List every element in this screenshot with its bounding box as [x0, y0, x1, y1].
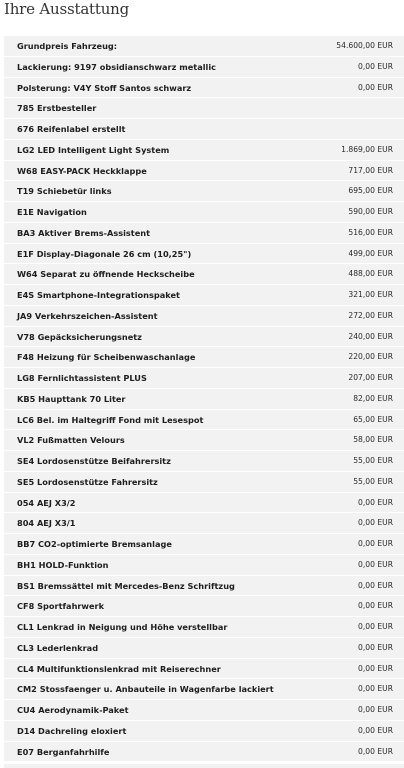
equipment-name: CL4 Multifunktionslenkrad mit Reiserechner: [17, 663, 221, 674]
equipment-row: [4, 264, 404, 285]
equipment-row: [4, 98, 404, 119]
equipment-name: 676 Reifenlabel erstellt: [17, 124, 126, 134]
equipment-price: 0,00 EUR: [358, 559, 393, 569]
equipment-price: 488,00 EUR: [348, 269, 393, 279]
equipment-row: [4, 389, 404, 410]
equipment-name: Grundpreis Fahrzeug:: [17, 41, 118, 51]
equipment-name: KB5 Haupttank 70 Liter: [17, 393, 126, 404]
equipment-row: [4, 244, 404, 265]
equipment-row: [4, 119, 404, 140]
equipment-name: V78 Gepäcksicherungsnetz: [17, 331, 142, 342]
equipment-row: [4, 181, 404, 202]
equipment-row: [4, 721, 404, 742]
equipment-row: [4, 555, 404, 576]
equipment-row: [4, 140, 404, 161]
equipment-price: 0,00 EUR: [358, 539, 393, 548]
equipment-name: LG8 Fernlichtassistent PLUS: [17, 373, 147, 383]
equipment-row: [4, 368, 404, 389]
equipment-row: [4, 472, 404, 493]
equipment-name: CL1 Lenkrad in Neigung und Höhe verstellbar: [17, 622, 228, 632]
equipment-name: D14 Dachreling eloxiert: [17, 725, 127, 736]
equipment-price: 0,00 EUR: [358, 705, 393, 714]
equipment-row: [4, 700, 404, 721]
equipment-name: E07 Berganfahrhilfe: [17, 746, 110, 757]
equipment-price: 0,00 EUR: [358, 642, 393, 652]
equipment-price: 0,00 EUR: [358, 61, 393, 71]
equipment-row: [4, 513, 404, 534]
equipment-price: 0,00 EUR: [358, 497, 393, 507]
equipment-price: 207,00 EUR: [348, 373, 393, 382]
equipment-price: 55,00 EUR: [353, 476, 393, 486]
equipment-name: Polsterung: V4Y Stoff Santos schwarz: [17, 82, 192, 93]
equipment-price: 0,00 EUR: [358, 518, 393, 528]
equipment-name: 054 AEJ X3/2: [17, 497, 76, 508]
equipment-name: JA9 Verkehrszeichen-Assistent: [17, 310, 158, 321]
equipment-name: W68 EASY-PACK Heckklappe: [17, 165, 147, 176]
equipment-name: CM2 Stossfaenger u. Anbauteile in Wagenfarbe lackiert: [17, 684, 274, 695]
equipment-name: E1E Navigation: [17, 207, 87, 217]
equipment-price: 1.869,00 EUR: [341, 144, 393, 154]
equipment-name: BH1 HOLD-Funktion: [17, 559, 109, 570]
equipment-name: CL3 Lederlenkrad: [17, 642, 99, 653]
equipment-row: [4, 638, 404, 659]
equipment-price: 58,00 EUR: [353, 435, 393, 445]
equipment-row: [4, 202, 404, 223]
equipment-name: SE5 Lordosenstütze Fahrersitz: [17, 476, 158, 487]
equipment-name: Lackierung: 9197 obsidianschwarz metallic: [17, 61, 216, 72]
equipment-name: VL2 Fußmatten Velours: [17, 435, 125, 446]
equipment-price: 55,00 EUR: [353, 456, 393, 465]
equipment-row: [4, 679, 404, 700]
equipment-name: BB7 CO2-optimierte Bremsanlage: [17, 539, 172, 549]
equipment-row: [4, 78, 404, 99]
equipment-price: 0,00 EUR: [358, 580, 393, 590]
equipment-row: [4, 327, 404, 348]
equipment-name: SE4 Lordosenstütze Beifahrersitz: [17, 456, 171, 466]
equipment-row: [4, 659, 404, 680]
page-title: Ihre Ausstattung: [4, 0, 130, 18]
equipment-price: 54.600,00 EUR: [336, 41, 393, 50]
equipment-name: BS1 Bremssättel mit Mercedes-Benz Schriftzug: [17, 580, 235, 591]
equipment-row: [4, 493, 404, 514]
equipment-price: 321,00 EUR: [348, 290, 393, 299]
equipment-row: [4, 430, 404, 451]
equipment-price: 0,00 EUR: [358, 684, 393, 694]
equipment-name: LG2 LED Intelligent Light System: [17, 144, 170, 155]
equipment-price: 82,00 EUR: [353, 393, 393, 403]
equipment-price: 272,00 EUR: [348, 310, 393, 320]
equipment-price: 499,00 EUR: [348, 248, 393, 258]
equipment-table: [4, 36, 404, 762]
equipment-name: E1F Display-Diagonale 26 cm (10,25"): [17, 248, 192, 259]
equipment-row: [4, 451, 404, 472]
equipment-row: [4, 36, 404, 57]
equipment-price: 0,00 EUR: [358, 746, 393, 756]
equipment-name: BA3 Aktiver Brems-Assistent: [17, 227, 151, 238]
equipment-price: 0,00 EUR: [358, 663, 393, 673]
equipment-name: W64 Separat zu öffnende Heckscheibe: [17, 269, 195, 280]
equipment-name: LC6 Bel. im Haltegriff Fond mit Lesespot: [17, 414, 204, 425]
equipment-price: 0,00 EUR: [358, 725, 393, 735]
equipment-row: [4, 347, 404, 368]
equipment-row: [4, 285, 404, 306]
equipment-row: [4, 742, 404, 763]
equipment-row: [4, 223, 404, 244]
equipment-name: E4S Smartphone-Integrationspaket: [17, 290, 180, 300]
equipment-row: [4, 410, 404, 431]
equipment-price: 240,00 EUR: [348, 331, 393, 341]
equipment-name: 785 Erstbesteller: [17, 103, 97, 114]
equipment-price: 220,00 EUR: [348, 352, 393, 362]
equipment-row: [4, 596, 404, 617]
equipment-price: 0,00 EUR: [358, 82, 393, 92]
equipment-row: [4, 576, 404, 597]
equipment-row: [4, 617, 404, 638]
equipment-row: [4, 534, 404, 555]
equipment-price: 516,00 EUR: [348, 227, 393, 237]
equipment-price: 0,00 EUR: [358, 601, 393, 611]
equipment-price: 0,00 EUR: [358, 622, 393, 631]
equipment-row: [4, 306, 404, 327]
equipment-price: 695,00 EUR: [348, 186, 393, 196]
equipment-row: [4, 57, 404, 78]
equipment-price: 590,00 EUR: [348, 207, 393, 216]
equipment-name: 804 AEJ X3/1: [17, 518, 76, 529]
equipment-name: T19 Schiebetür links: [17, 186, 112, 197]
equipment-price: 65,00 EUR: [353, 414, 393, 424]
equipment-row: [4, 161, 404, 182]
equipment-name: F48 Heizung für Scheibenwaschanlage: [17, 352, 196, 363]
equipment-name: CF8 Sportfahrwerk: [17, 601, 105, 612]
equipment-price: 717,00 EUR: [348, 165, 393, 175]
table-bottom-edge: [4, 764, 404, 768]
equipment-name: CU4 Aerodynamik-Paket: [17, 705, 129, 715]
